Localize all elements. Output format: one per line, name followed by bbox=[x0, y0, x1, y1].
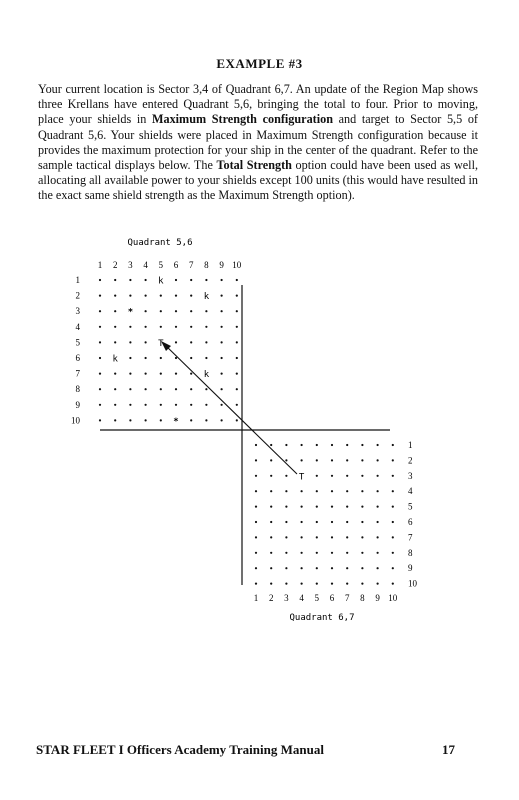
paragraph-text: Your current location is Sector 3,4 of Quadrant 6,7. An update of the Region Map shows three Krellans have entered Quadrant 5,6, bringing the total to four. Prior to moving, place your shields in bbox=[38, 82, 478, 127]
row-label: 7 bbox=[75, 368, 80, 379]
sector-dot bbox=[175, 373, 177, 375]
column-label: 9 bbox=[219, 260, 224, 270]
sector-dot bbox=[221, 357, 223, 359]
row-label: 4 bbox=[408, 486, 413, 497]
sector-dot bbox=[301, 490, 303, 492]
row-label: 2 bbox=[75, 290, 80, 301]
column-label: 5 bbox=[314, 593, 320, 603]
quadrant-borders bbox=[100, 285, 390, 585]
sector-dot bbox=[346, 444, 348, 446]
sector-dot bbox=[221, 295, 223, 297]
sector-dot bbox=[316, 444, 318, 446]
sector-dot bbox=[285, 475, 287, 477]
sector-dot bbox=[361, 567, 363, 569]
sector-dot bbox=[129, 404, 131, 406]
sector-dot bbox=[346, 506, 348, 508]
sector-dot bbox=[392, 552, 394, 554]
sector-dot bbox=[392, 444, 394, 446]
row-label: 2 bbox=[408, 455, 413, 466]
sector-dot bbox=[160, 373, 162, 375]
sector-dot bbox=[377, 490, 379, 492]
sector-dot bbox=[175, 341, 177, 343]
sector-dot bbox=[331, 506, 333, 508]
sector-dot bbox=[190, 404, 192, 406]
page-number: 17 bbox=[442, 742, 455, 757]
paragraph-text: and target to Sector 5,5 of Quadrant 5,6. Your shields were placed in Maximum Strength configuration because it provides the maximum protection for your ship in the center of the quadrant. Refer to the sample tactical displays below. The bbox=[38, 112, 478, 173]
sector-dot bbox=[236, 419, 238, 421]
column-label: 4 bbox=[143, 260, 148, 270]
sector-dot bbox=[331, 536, 333, 538]
sector-dot bbox=[145, 279, 147, 281]
row-label: 4 bbox=[75, 321, 80, 332]
sector-dot bbox=[270, 567, 272, 569]
sector-dot bbox=[392, 536, 394, 538]
sector-dot bbox=[285, 506, 287, 508]
star-marker: * bbox=[173, 416, 179, 427]
row-label: 10 bbox=[408, 578, 417, 589]
sector-dot bbox=[114, 341, 116, 343]
sector-dot bbox=[221, 326, 223, 328]
sector-dot bbox=[129, 295, 131, 297]
sector-dot bbox=[316, 506, 318, 508]
row-label: 5 bbox=[75, 337, 80, 348]
sector-dot bbox=[346, 490, 348, 492]
sector-dot bbox=[129, 357, 131, 359]
sector-dot bbox=[221, 388, 223, 390]
sector-dot bbox=[205, 419, 207, 421]
row-label: 9 bbox=[75, 399, 80, 410]
sector-dot bbox=[316, 567, 318, 569]
sector-dot bbox=[331, 475, 333, 477]
sector-dot bbox=[145, 404, 147, 406]
sector-dot bbox=[99, 404, 101, 406]
sector-dot bbox=[221, 341, 223, 343]
sector-dot bbox=[190, 357, 192, 359]
sector-dot bbox=[255, 567, 257, 569]
sector-dot bbox=[236, 326, 238, 328]
sector-dot bbox=[236, 357, 238, 359]
sector-dot bbox=[114, 326, 116, 328]
sector-dot bbox=[145, 357, 147, 359]
sector-dot bbox=[285, 490, 287, 492]
sector-dot bbox=[346, 567, 348, 569]
sector-dot bbox=[190, 310, 192, 312]
sector-dot bbox=[236, 404, 238, 406]
sector-dot bbox=[392, 567, 394, 569]
sector-dot bbox=[145, 326, 147, 328]
column-label: 10 bbox=[388, 593, 398, 603]
sector-dot bbox=[346, 583, 348, 585]
sector-dot bbox=[377, 506, 379, 508]
sector-dot bbox=[270, 459, 272, 461]
sector-dot bbox=[205, 341, 207, 343]
sector-dot bbox=[316, 459, 318, 461]
sector-dot bbox=[160, 310, 162, 312]
sector-dot bbox=[331, 521, 333, 523]
sector-dot bbox=[316, 490, 318, 492]
sector-dot bbox=[331, 444, 333, 446]
column-label: 6 bbox=[173, 260, 179, 270]
row-label: 5 bbox=[408, 501, 413, 512]
sector-dot bbox=[255, 459, 257, 461]
sector-dot bbox=[175, 279, 177, 281]
sector-dot bbox=[255, 475, 257, 477]
sector-dot bbox=[175, 388, 177, 390]
sector-dot bbox=[129, 373, 131, 375]
sector-dot bbox=[114, 419, 116, 421]
sector-dot bbox=[129, 388, 131, 390]
sector-dot bbox=[129, 326, 131, 328]
sector-dot bbox=[361, 506, 363, 508]
sector-dot bbox=[205, 326, 207, 328]
krellan-marker: k bbox=[112, 354, 118, 365]
sector-dot bbox=[99, 419, 101, 421]
sector-dot bbox=[361, 475, 363, 477]
sector-dot bbox=[190, 326, 192, 328]
bold-term: Maximum Strength configuration bbox=[151, 112, 333, 127]
row-label: 8 bbox=[75, 384, 80, 395]
sector-dot bbox=[255, 583, 257, 585]
sector-dot bbox=[346, 552, 348, 554]
manual-title: STAR FLEET I Officers Academy Training Manual bbox=[36, 742, 324, 757]
sector-dot bbox=[145, 419, 147, 421]
sector-dot bbox=[114, 279, 116, 281]
sector-dot bbox=[236, 295, 238, 297]
sector-dot bbox=[255, 490, 257, 492]
sector-dot bbox=[221, 279, 223, 281]
sector-dot bbox=[175, 310, 177, 312]
sector-dot bbox=[114, 388, 116, 390]
quadrant-a-label: Quadrant 5,6 bbox=[127, 238, 193, 248]
row-label: 6 bbox=[408, 517, 413, 527]
sector-dot bbox=[255, 521, 257, 523]
column-label: 1 bbox=[97, 260, 103, 270]
krellan-marker: k bbox=[203, 292, 210, 303]
column-label: 3 bbox=[128, 260, 133, 270]
sector-dot bbox=[377, 475, 379, 477]
column-label: 1 bbox=[253, 593, 259, 603]
sector-dot bbox=[255, 552, 257, 554]
sector-dot bbox=[285, 521, 287, 523]
sector-dot bbox=[377, 521, 379, 523]
row-label: 6 bbox=[75, 353, 80, 363]
sector-dot bbox=[175, 404, 177, 406]
sector-dot bbox=[99, 388, 101, 390]
sector-dot bbox=[205, 388, 207, 390]
sector-dot bbox=[285, 459, 287, 461]
row-label: 1 bbox=[408, 440, 413, 450]
sector-dot bbox=[160, 404, 162, 406]
sector-dot bbox=[190, 341, 192, 343]
sector-dot bbox=[99, 279, 101, 281]
sector-dot bbox=[221, 310, 223, 312]
sector-dot bbox=[255, 444, 257, 446]
sector-dot bbox=[236, 388, 238, 390]
sector-dot bbox=[205, 404, 207, 406]
sector-dot bbox=[361, 444, 363, 446]
quadrant-b-grid bbox=[254, 440, 418, 603]
sector-dot bbox=[285, 552, 287, 554]
target-marker: T bbox=[298, 472, 305, 483]
sector-dot bbox=[270, 444, 272, 446]
sector-dot bbox=[361, 521, 363, 523]
column-label: 9 bbox=[375, 593, 380, 603]
row-label: 10 bbox=[71, 415, 80, 426]
sector-dot bbox=[301, 536, 303, 538]
sector-dot bbox=[377, 459, 379, 461]
targeting-path-line bbox=[163, 343, 297, 474]
sector-dot bbox=[301, 506, 303, 508]
row-label: 1 bbox=[75, 275, 80, 285]
sector-dot bbox=[160, 388, 162, 390]
quadrant-b-label: Quadrant 6,7 bbox=[289, 613, 355, 623]
sector-dot bbox=[301, 567, 303, 569]
sector-dot bbox=[361, 459, 363, 461]
sector-dot bbox=[377, 567, 379, 569]
sector-dot bbox=[346, 475, 348, 477]
sector-dot bbox=[361, 583, 363, 585]
sector-dot bbox=[270, 536, 272, 538]
sector-dot bbox=[190, 279, 192, 281]
sector-dot bbox=[129, 419, 131, 421]
sector-dot bbox=[160, 357, 162, 359]
sector-dot bbox=[316, 552, 318, 554]
sector-dot bbox=[316, 521, 318, 523]
sector-dot bbox=[346, 536, 348, 538]
sector-dot bbox=[99, 295, 101, 297]
star-marker: * bbox=[127, 307, 134, 318]
row-label: 3 bbox=[75, 306, 80, 317]
sector-dot bbox=[301, 552, 303, 554]
sector-dot bbox=[236, 341, 238, 343]
sector-dot bbox=[190, 419, 192, 421]
column-label: 8 bbox=[204, 260, 209, 270]
sector-dot bbox=[129, 279, 131, 281]
example-heading: EXAMPLE #3 bbox=[216, 56, 303, 71]
sector-dot bbox=[377, 583, 379, 585]
sector-dot bbox=[316, 475, 318, 477]
sector-dot bbox=[285, 567, 287, 569]
quadrant-a-grid bbox=[71, 260, 242, 427]
sector-dot bbox=[270, 521, 272, 523]
sector-dot bbox=[99, 326, 101, 328]
sector-dot bbox=[190, 388, 192, 390]
sector-dot bbox=[145, 310, 147, 312]
sector-dot bbox=[316, 583, 318, 585]
sector-dot bbox=[236, 373, 238, 375]
sector-dot bbox=[255, 536, 257, 538]
column-label: 7 bbox=[344, 593, 350, 603]
bold-term: Total Strength bbox=[216, 158, 292, 173]
row-label: 9 bbox=[408, 563, 413, 574]
column-label: 7 bbox=[188, 260, 194, 270]
sector-dot bbox=[301, 444, 303, 446]
sector-dot bbox=[392, 459, 394, 461]
column-label: 6 bbox=[329, 593, 335, 603]
sector-dot bbox=[285, 536, 287, 538]
sector-dot bbox=[270, 583, 272, 585]
sector-dot bbox=[285, 583, 287, 585]
sector-dot bbox=[270, 490, 272, 492]
sector-dot bbox=[301, 459, 303, 461]
column-label: 10 bbox=[232, 260, 242, 270]
sector-dot bbox=[221, 419, 223, 421]
sector-dot bbox=[270, 475, 272, 477]
sector-dot bbox=[145, 373, 147, 375]
sector-dot bbox=[392, 506, 394, 508]
sector-dot bbox=[145, 341, 147, 343]
krellan-marker: k bbox=[158, 276, 164, 287]
sector-dot bbox=[361, 490, 363, 492]
row-label: 3 bbox=[408, 470, 413, 481]
sector-dot bbox=[392, 521, 394, 523]
sector-dot bbox=[392, 475, 394, 477]
column-label: 2 bbox=[268, 593, 274, 603]
sector-dot bbox=[331, 490, 333, 492]
sector-dot bbox=[331, 459, 333, 461]
sector-dot bbox=[301, 521, 303, 523]
column-label: 4 bbox=[299, 593, 304, 603]
sector-dot bbox=[190, 373, 192, 375]
sector-dot bbox=[285, 444, 287, 446]
sector-dot bbox=[145, 388, 147, 390]
sector-dot bbox=[145, 295, 147, 297]
sector-dot bbox=[205, 310, 207, 312]
sector-dot bbox=[221, 404, 223, 406]
sector-dot bbox=[205, 357, 207, 359]
target-marker: T bbox=[158, 338, 164, 349]
sector-dot bbox=[361, 536, 363, 538]
sector-dot bbox=[99, 373, 101, 375]
column-label: 5 bbox=[158, 260, 164, 270]
row-label: 7 bbox=[408, 532, 413, 543]
column-label: 3 bbox=[284, 593, 289, 603]
sector-dot bbox=[190, 295, 192, 297]
sector-dot bbox=[270, 506, 272, 508]
sector-dot bbox=[114, 404, 116, 406]
sector-dot bbox=[377, 444, 379, 446]
sector-dot bbox=[114, 310, 116, 312]
sector-dot bbox=[221, 373, 223, 375]
sector-dot bbox=[205, 279, 207, 281]
sector-dot bbox=[160, 295, 162, 297]
paragraph-text: option could have been used as well, allocating all available power to your shields except 100 units (this would have resulted in the exact same shield strength as the Maximum Strength option). bbox=[38, 158, 478, 203]
sector-dot bbox=[99, 341, 101, 343]
sector-dot bbox=[175, 295, 177, 297]
sector-dot bbox=[346, 459, 348, 461]
sector-dot bbox=[99, 357, 101, 359]
sector-dot bbox=[316, 536, 318, 538]
sector-dot bbox=[114, 295, 116, 297]
sector-dot bbox=[270, 552, 272, 554]
sector-dot bbox=[377, 552, 379, 554]
sector-dot bbox=[160, 419, 162, 421]
sector-dot bbox=[175, 326, 177, 328]
krellan-marker: k bbox=[203, 370, 210, 381]
sector-dot bbox=[236, 279, 238, 281]
sector-dot bbox=[346, 521, 348, 523]
sector-dot bbox=[392, 490, 394, 492]
sector-dot bbox=[331, 583, 333, 585]
sector-dot bbox=[331, 552, 333, 554]
sector-dot bbox=[331, 567, 333, 569]
sector-dot bbox=[377, 536, 379, 538]
sector-dot bbox=[255, 506, 257, 508]
sector-dot bbox=[129, 341, 131, 343]
sector-dot bbox=[160, 326, 162, 328]
sector-dot bbox=[114, 373, 116, 375]
sector-dot bbox=[99, 310, 101, 312]
sector-dot bbox=[301, 583, 303, 585]
sector-dot bbox=[236, 310, 238, 312]
column-label: 8 bbox=[360, 593, 365, 603]
sector-dot bbox=[392, 583, 394, 585]
column-label: 2 bbox=[112, 260, 118, 270]
row-label: 8 bbox=[408, 547, 413, 558]
sector-dot bbox=[361, 552, 363, 554]
